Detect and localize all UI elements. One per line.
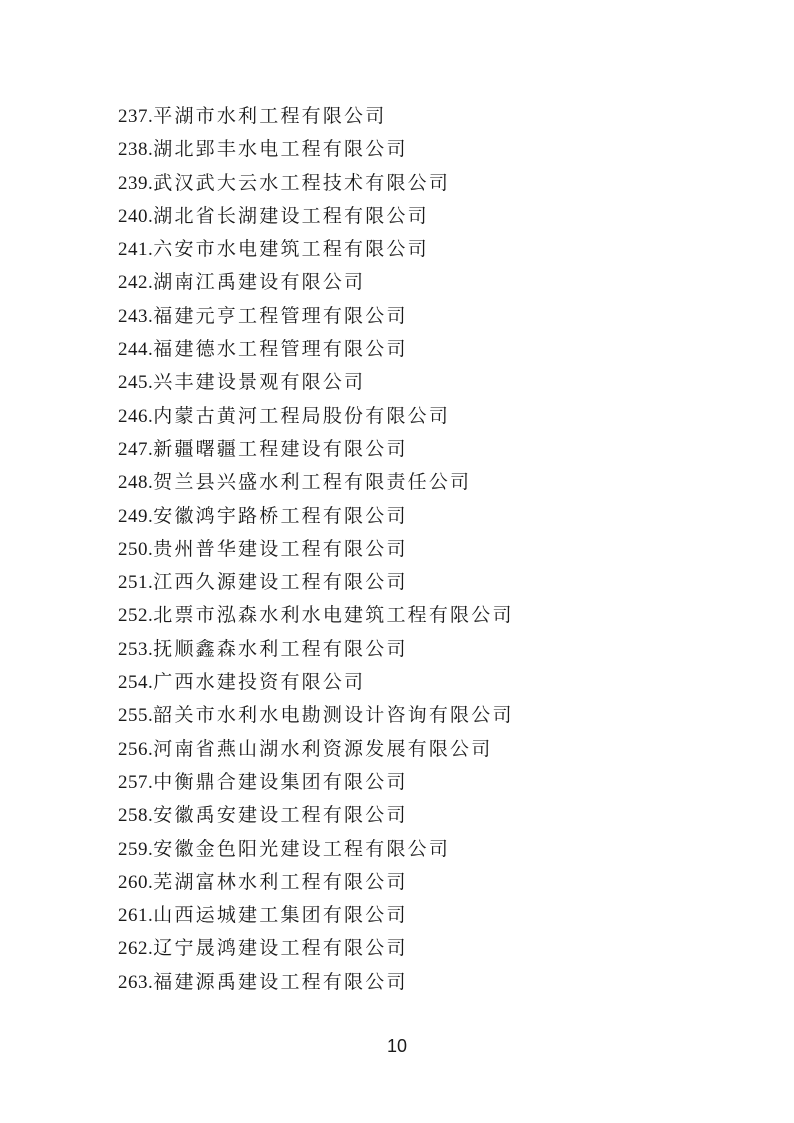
list-item xyxy=(118,932,514,965)
item-number: 241. xyxy=(118,239,154,261)
item-number: 242. xyxy=(118,272,154,294)
company-name: 兴丰建设景观有限公司 xyxy=(153,371,366,394)
list-item xyxy=(118,167,514,200)
company-name: 北票市泓森水利水电建筑工程有限公司 xyxy=(153,604,514,627)
list-item xyxy=(118,666,514,699)
list-item xyxy=(118,966,514,999)
list-item xyxy=(118,333,514,366)
item-number: 238. xyxy=(118,139,154,161)
item-number: 254. xyxy=(118,672,154,694)
item-number: 248. xyxy=(118,472,154,494)
company-name: 河南省燕山湖水利资源发展有限公司 xyxy=(153,737,493,760)
list-item xyxy=(118,766,514,799)
company-name: 福建元亨工程管理有限公司 xyxy=(153,304,408,327)
company-name: 山西运城建工集团有限公司 xyxy=(153,904,408,927)
item-number: 258. xyxy=(118,805,154,827)
list-item xyxy=(118,466,514,499)
list-item xyxy=(118,799,514,832)
item-number: 263. xyxy=(118,971,154,993)
company-name: 湖北省长湖建设工程有限公司 xyxy=(153,204,429,227)
company-name: 贺兰县兴盛水利工程有限责任公司 xyxy=(153,471,472,494)
company-name: 六安市水电建筑工程有限公司 xyxy=(153,238,429,261)
company-name: 韶关市水利水电勘测设计咨询有限公司 xyxy=(153,704,514,727)
list-item xyxy=(118,533,514,566)
list-item xyxy=(118,133,514,166)
company-name: 湖南江禹建设有限公司 xyxy=(153,271,366,294)
company-name: 安徽鸿宇路桥工程有限公司 xyxy=(153,504,408,527)
company-name: 平湖市水利工程有限公司 xyxy=(153,105,387,127)
item-number: 249. xyxy=(118,505,154,527)
company-name: 贵州普华建设工程有限公司 xyxy=(153,537,408,560)
item-number: 237. xyxy=(118,106,154,127)
company-name: 内蒙古黄河工程局股份有限公司 xyxy=(153,404,451,427)
list-item xyxy=(118,400,514,433)
list-item xyxy=(118,566,514,599)
company-list xyxy=(118,100,514,999)
item-number: 255. xyxy=(118,705,154,727)
list-item xyxy=(118,733,514,766)
company-name: 福建源禹建设工程有限公司 xyxy=(153,970,408,993)
list-item xyxy=(118,699,514,732)
item-number: 243. xyxy=(118,305,154,327)
list-item xyxy=(118,200,514,233)
item-number: 259. xyxy=(118,838,154,860)
item-number: 247. xyxy=(118,438,154,460)
company-name: 福建德水工程管理有限公司 xyxy=(153,338,408,361)
list-item xyxy=(118,233,514,266)
list-item xyxy=(118,633,514,666)
list-item xyxy=(118,366,514,399)
page-number: 10 xyxy=(386,1036,408,1056)
list-item xyxy=(118,100,514,133)
item-number: 250. xyxy=(118,538,154,560)
item-number: 246. xyxy=(118,405,154,427)
list-item xyxy=(118,500,514,533)
item-number: 253. xyxy=(118,638,154,660)
item-number: 251. xyxy=(118,572,154,594)
item-number: 245. xyxy=(118,372,154,394)
company-name: 武汉武大云水工程技术有限公司 xyxy=(153,171,451,194)
item-number: 262. xyxy=(118,938,154,960)
list-item xyxy=(118,899,514,932)
item-number: 257. xyxy=(118,771,154,793)
company-name: 抚顺鑫森水利工程有限公司 xyxy=(153,637,408,660)
company-name: 芜湖富林水利工程有限公司 xyxy=(153,870,408,893)
company-name: 安徽禹安建设工程有限公司 xyxy=(153,804,408,827)
item-number: 244. xyxy=(118,339,154,361)
list-item xyxy=(118,866,514,899)
company-name: 辽宁晟鸿建设工程有限公司 xyxy=(153,937,408,960)
list-item xyxy=(118,833,514,866)
list-item xyxy=(118,300,514,333)
company-name: 广西水建投资有限公司 xyxy=(153,671,366,694)
company-name: 湖北郢丰水电工程有限公司 xyxy=(153,138,408,161)
item-number: 240. xyxy=(118,205,154,227)
company-name: 中衡鼎合建设集团有限公司 xyxy=(153,770,408,793)
company-name: 安徽金色阳光建设工程有限公司 xyxy=(153,837,451,860)
item-number: 261. xyxy=(118,905,154,927)
item-number: 252. xyxy=(118,605,154,627)
item-number: 260. xyxy=(118,871,154,893)
company-name: 江西久源建设工程有限公司 xyxy=(153,571,408,594)
list-item xyxy=(118,266,514,299)
company-name: 新疆曙疆工程建设有限公司 xyxy=(153,437,408,460)
item-number: 256. xyxy=(118,738,154,760)
list-item xyxy=(118,599,514,632)
item-number: 239. xyxy=(118,172,154,194)
list-item xyxy=(118,433,514,466)
